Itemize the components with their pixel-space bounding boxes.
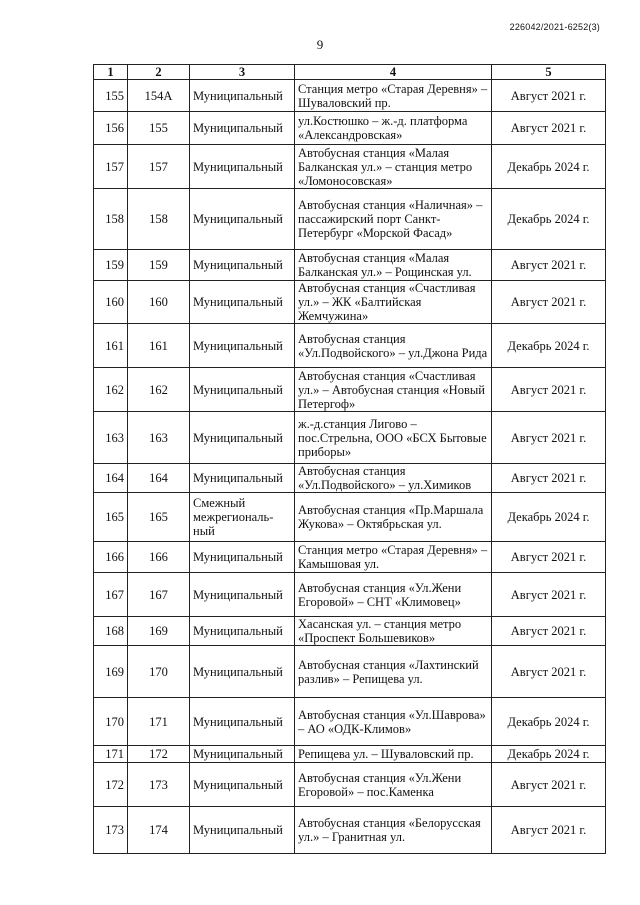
cell-path: Автобусная станция «Ул.Шаврова» – АО «ОДК-Климов» <box>295 698 492 746</box>
cell-date: Август 2021 г. <box>492 281 606 324</box>
cell-path: Автобусная станция «Ул.Подвойского» – ул.Джона Рида <box>295 324 492 368</box>
cell-path: Автобусная станция «Счастливая ул.» – Автобусная станция «Новый Петергоф» <box>295 368 492 412</box>
cell-route: 170 <box>128 646 190 698</box>
cell-path: ул.Костюшко – ж.-д. платформа «Александровская» <box>295 112 492 145</box>
table-row <box>94 542 606 573</box>
table-row <box>94 807 606 854</box>
cell-n: 163 <box>94 412 128 464</box>
cell-type: Муниципальный <box>190 324 295 368</box>
cell-type: Муниципальный <box>190 542 295 573</box>
cell-type: Муниципальный <box>190 464 295 493</box>
cell-route: 163 <box>128 412 190 464</box>
cell-type: Муниципальный <box>190 80 295 112</box>
cell-date: Декабрь 2024 г. <box>492 189 606 250</box>
cell-route: 172 <box>128 746 190 763</box>
cell-type: Муниципальный <box>190 807 295 854</box>
table-row <box>94 112 606 145</box>
cell-route: 159 <box>128 250 190 281</box>
cell-date: Август 2021 г. <box>492 112 606 145</box>
cell-route: 161 <box>128 324 190 368</box>
cell-n: 166 <box>94 542 128 573</box>
cell-n: 170 <box>94 698 128 746</box>
cell-route: 173 <box>128 763 190 807</box>
cell-path: Автобусная станция «Ул.Подвойского» – ул.Химиков <box>295 464 492 493</box>
cell-path: Хасанская ул. – станция метро «Проспект Большевиков» <box>295 617 492 646</box>
table-row <box>94 281 606 324</box>
cell-n: 155 <box>94 80 128 112</box>
cell-path: Автобусная станция «Белорусская ул.» – Гранитная ул. <box>295 807 492 854</box>
table-row <box>94 189 606 250</box>
page-number: 9 <box>316 37 324 52</box>
column-header: 3 <box>190 65 295 80</box>
cell-date: Декабрь 2024 г. <box>492 324 606 368</box>
cell-n: 164 <box>94 464 128 493</box>
cell-n: 171 <box>94 746 128 763</box>
table-row <box>94 698 606 746</box>
cell-path: Автобусная станция «Наличная» – пассажирский порт Санкт-Петербург «Морской Фасад» <box>295 189 492 250</box>
cell-date: Декабрь 2024 г. <box>492 698 606 746</box>
cell-type: Муниципальный <box>190 112 295 145</box>
cell-n: 172 <box>94 763 128 807</box>
document-id: 226042/2021-6252(3) <box>509 22 600 32</box>
cell-path: Автобусная станция «Ул.Жени Егоровой» – пос.Каменка <box>295 763 492 807</box>
cell-type: Муниципальный <box>190 698 295 746</box>
cell-n: 169 <box>94 646 128 698</box>
cell-route: 169 <box>128 617 190 646</box>
table-row <box>94 412 606 464</box>
column-header: 1 <box>94 65 128 80</box>
table-row <box>94 80 606 112</box>
cell-date: Август 2021 г. <box>492 80 606 112</box>
cell-type: Муниципальный <box>190 368 295 412</box>
cell-path: Автобусная станция «Счастливая ул.» – ЖК «Балтийская Жемчужина» <box>295 281 492 324</box>
table-header-row <box>94 65 606 80</box>
table-row <box>94 746 606 763</box>
cell-date: Август 2021 г. <box>492 542 606 573</box>
cell-date: Август 2021 г. <box>492 368 606 412</box>
cell-route: 171 <box>128 698 190 746</box>
cell-type: Муниципальный <box>190 763 295 807</box>
cell-route: 158 <box>128 189 190 250</box>
cell-n: 168 <box>94 617 128 646</box>
routes-table <box>93 64 606 854</box>
table-row <box>94 250 606 281</box>
cell-type: Муниципальный <box>190 646 295 698</box>
cell-n: 160 <box>94 281 128 324</box>
cell-type: Смежный межрегиональ-ный <box>190 493 295 542</box>
cell-path: ж.-д.станция Лигово – пос.Стрельна, ООО «БСХ Бытовые приборы» <box>295 412 492 464</box>
cell-route: 174 <box>128 807 190 854</box>
cell-route: 160 <box>128 281 190 324</box>
column-header: 4 <box>295 65 492 80</box>
cell-type: Муниципальный <box>190 412 295 464</box>
cell-path: Автобусная станция «Лахтинский разлив» – Репищева ул. <box>295 646 492 698</box>
cell-route: 167 <box>128 573 190 617</box>
cell-date: Август 2021 г. <box>492 763 606 807</box>
cell-type: Муниципальный <box>190 250 295 281</box>
cell-n: 162 <box>94 368 128 412</box>
cell-type: Муниципальный <box>190 746 295 763</box>
cell-path: Автобусная станция «Пр.Маршала Жукова» – Октябрьская ул. <box>295 493 492 542</box>
cell-path: Репищева ул. – Шуваловский пр. <box>295 746 492 763</box>
column-header: 5 <box>492 65 606 80</box>
cell-date: Декабрь 2024 г. <box>492 746 606 763</box>
cell-n: 158 <box>94 189 128 250</box>
cell-route: 165 <box>128 493 190 542</box>
cell-date: Декабрь 2024 г. <box>492 493 606 542</box>
cell-type: Муниципальный <box>190 145 295 189</box>
cell-date: Август 2021 г. <box>492 412 606 464</box>
cell-date: Август 2021 г. <box>492 250 606 281</box>
cell-route: 155 <box>128 112 190 145</box>
cell-date: Август 2021 г. <box>492 573 606 617</box>
cell-type: Муниципальный <box>190 573 295 617</box>
cell-n: 173 <box>94 807 128 854</box>
cell-route: 162 <box>128 368 190 412</box>
cell-path: Станция метро «Старая Деревня» – Шуваловский пр. <box>295 80 492 112</box>
cell-date: Август 2021 г. <box>492 807 606 854</box>
cell-path: Станция метро «Старая Деревня» – Камышовая ул. <box>295 542 492 573</box>
cell-date: Август 2021 г. <box>492 646 606 698</box>
cell-n: 156 <box>94 112 128 145</box>
table-row <box>94 573 606 617</box>
cell-path: Автобусная станция «Малая Балканская ул.» – станция метро «Ломоносовская» <box>295 145 492 189</box>
table-row <box>94 324 606 368</box>
table-row <box>94 464 606 493</box>
cell-n: 167 <box>94 573 128 617</box>
cell-route: 154А <box>128 80 190 112</box>
cell-route: 164 <box>128 464 190 493</box>
cell-path: Автобусная станция «Ул.Жени Егоровой» – СНТ «Климовец» <box>295 573 492 617</box>
cell-path: Автобусная станция «Малая Балканская ул.» – Рощинская ул. <box>295 250 492 281</box>
table-row <box>94 145 606 189</box>
cell-date: Декабрь 2024 г. <box>492 145 606 189</box>
cell-route: 166 <box>128 542 190 573</box>
cell-type: Муниципальный <box>190 189 295 250</box>
cell-n: 165 <box>94 493 128 542</box>
cell-type: Муниципальный <box>190 617 295 646</box>
cell-date: Август 2021 г. <box>492 617 606 646</box>
table-row <box>94 617 606 646</box>
table-row <box>94 493 606 542</box>
cell-date: Август 2021 г. <box>492 464 606 493</box>
table-row <box>94 763 606 807</box>
cell-type: Муниципальный <box>190 281 295 324</box>
cell-n: 161 <box>94 324 128 368</box>
table-row <box>94 368 606 412</box>
cell-n: 159 <box>94 250 128 281</box>
cell-n: 157 <box>94 145 128 189</box>
column-header: 2 <box>128 65 190 80</box>
table-row <box>94 646 606 698</box>
cell-route: 157 <box>128 145 190 189</box>
